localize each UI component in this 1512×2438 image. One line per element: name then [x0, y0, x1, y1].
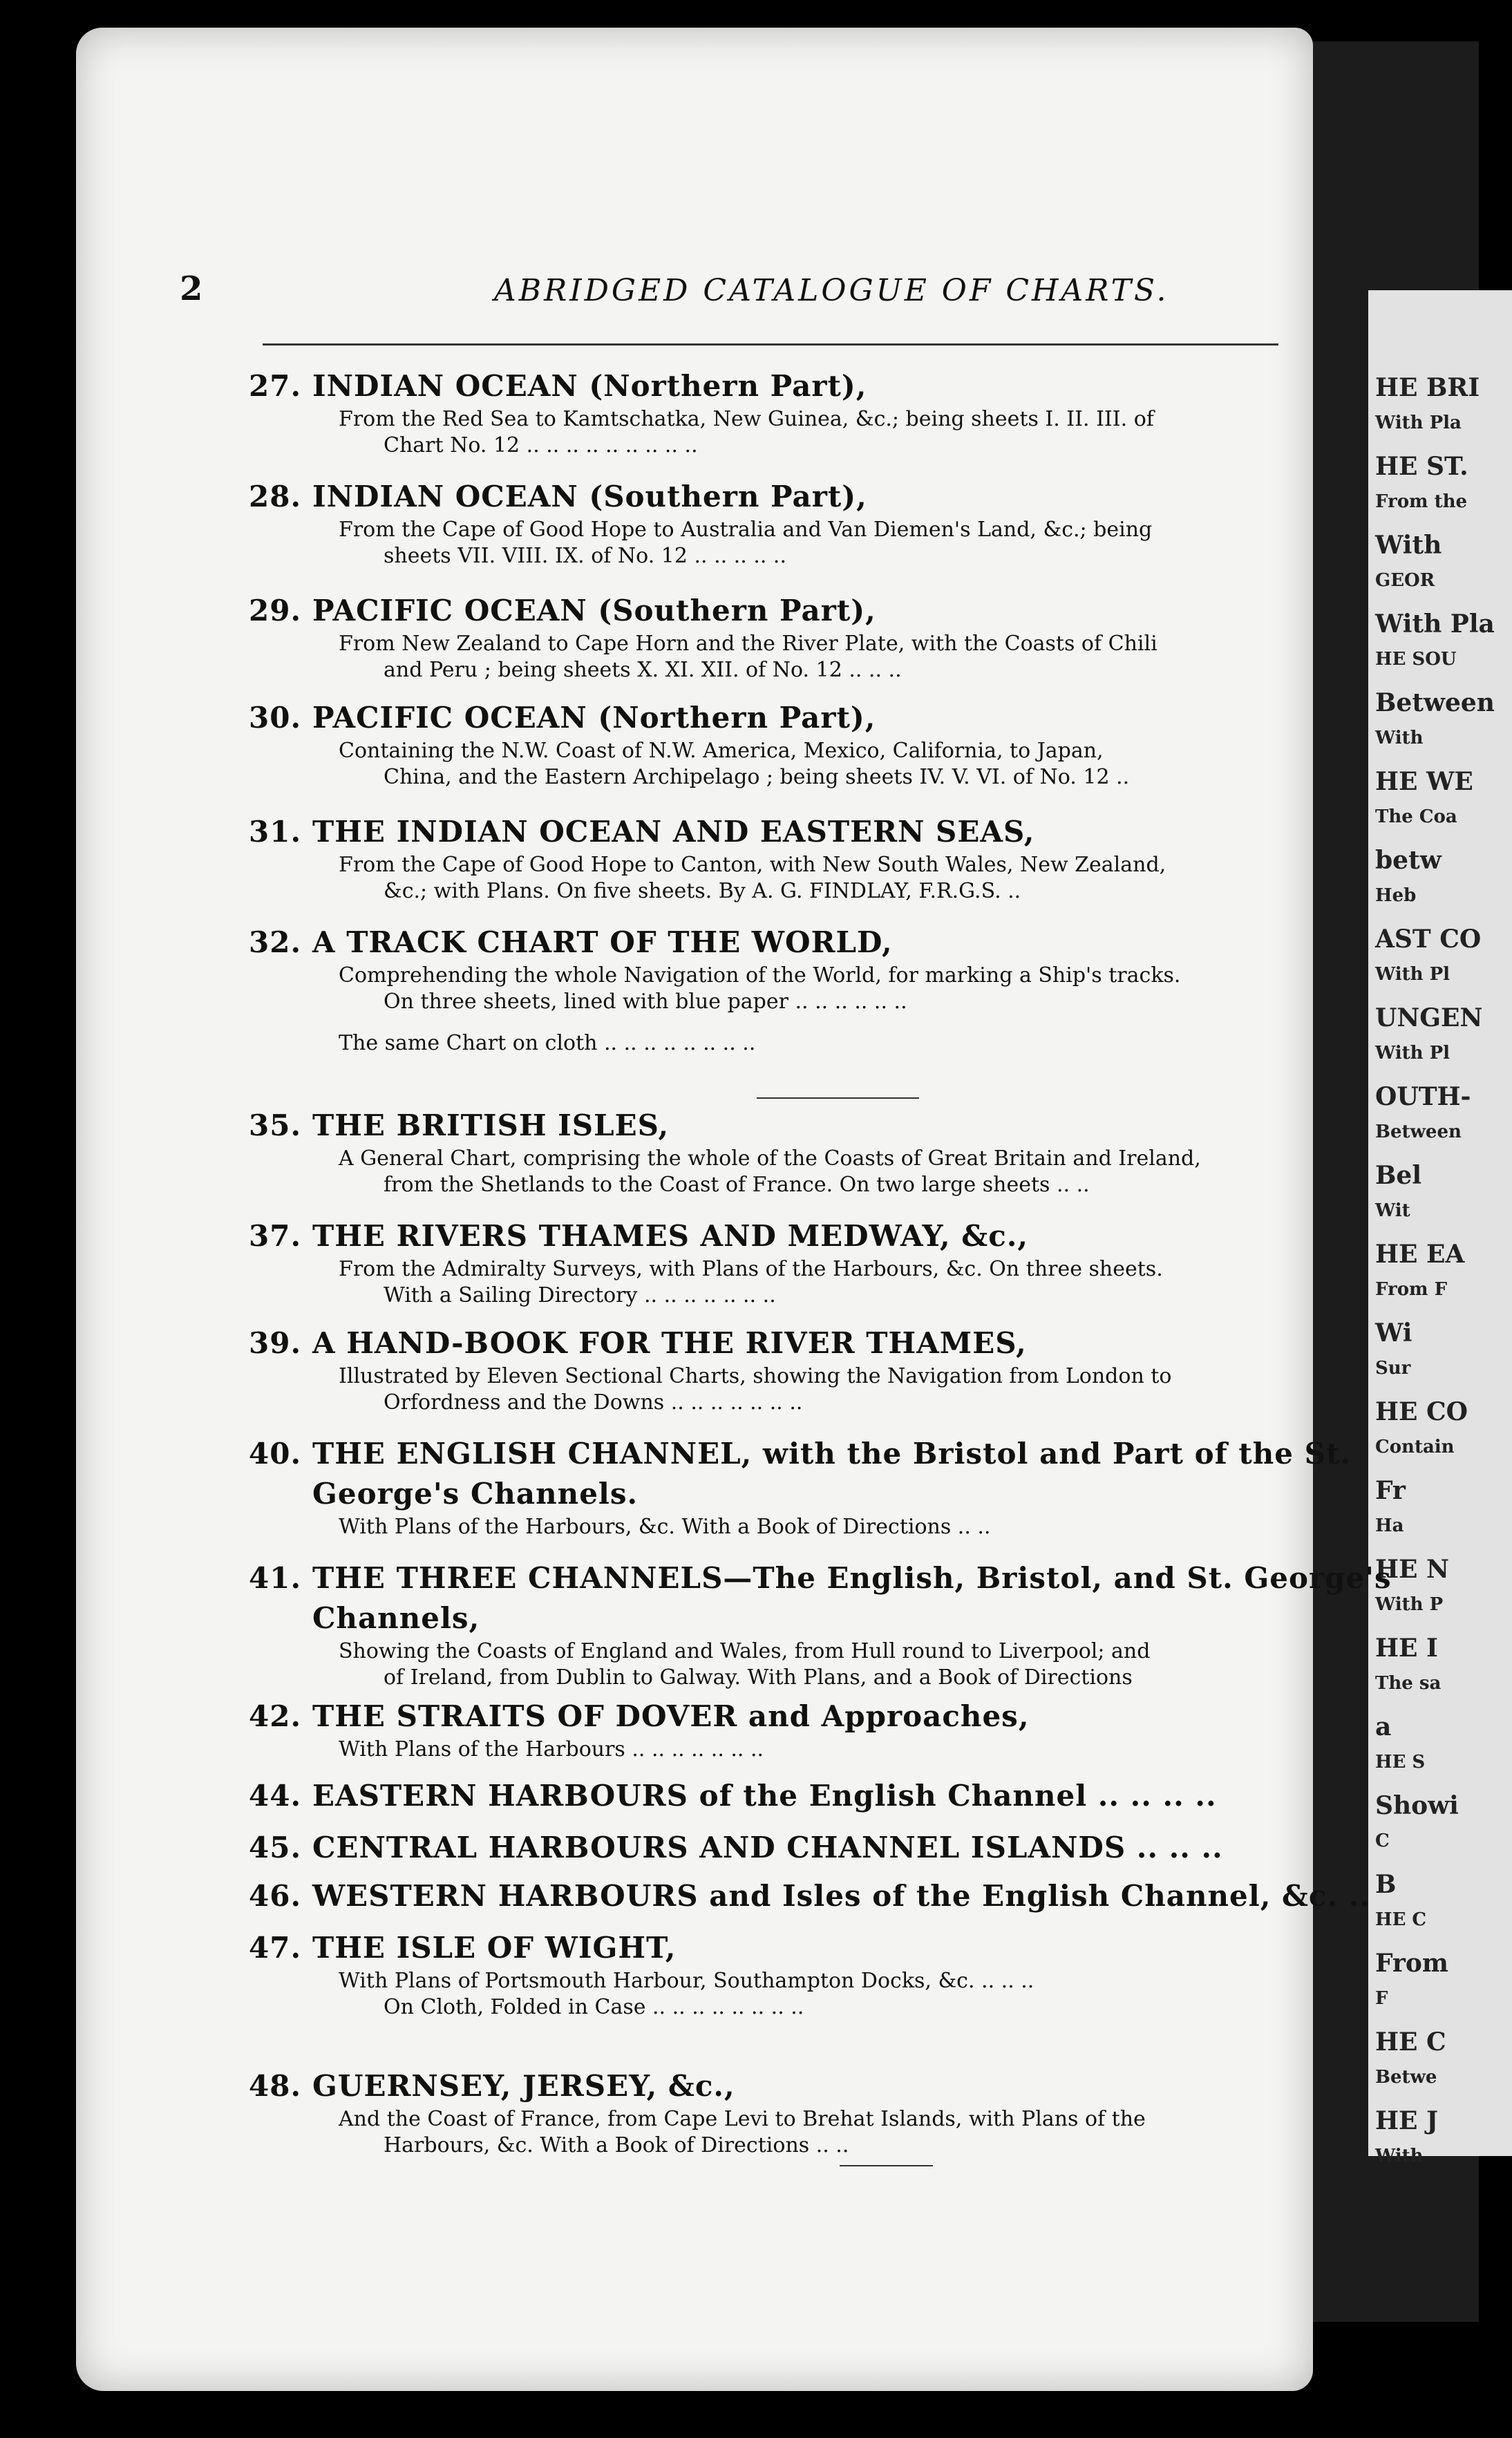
entry-title — [249, 1828, 1272, 1868]
section-separator — [840, 2165, 933, 2166]
entry-title-text: A HAND-BOOK FOR THE RIVER THAMES, — [312, 1326, 1027, 1360]
catalogue-entry — [249, 1776, 1272, 1816]
entry-number: 44. — [249, 1779, 302, 1813]
entry-number: 47. — [249, 1931, 302, 1965]
facing-page-text: GEOR — [1375, 570, 1435, 591]
catalogue-entry — [249, 1558, 1392, 1691]
entry-description-line: From the Cape of Good Hope to Australia and Van Diemen's Land, &c.; being — [339, 518, 1153, 542]
page-number: 2 — [180, 270, 203, 308]
entry-title — [249, 591, 1272, 631]
entry-description-line: With Plans of the Harbours, &c. With a Book of Directions .. .. — [339, 1515, 991, 1539]
entry-description-line: Orfordness and the Downs .. .. .. .. .. .. .. — [384, 1390, 803, 1415]
entry-description-line: &c.; with Plans. On five sheets. By A. G. FINDLAY, F.R.G.S. .. — [384, 879, 1021, 903]
entry-title — [249, 1216, 1272, 1256]
facing-page-text: From — [1375, 1949, 1448, 1978]
entry-title — [249, 366, 1272, 406]
entry-title-text: THE STRAITS OF DOVER and Approaches, — [312, 1699, 1030, 1733]
facing-page-text: Betwe — [1375, 2067, 1437, 2088]
facing-page-text: betw — [1375, 846, 1442, 875]
facing-page-text: Wi — [1375, 1319, 1412, 1348]
catalogue-entry — [249, 1697, 1272, 1763]
entry-title-text: THE ISLE OF WIGHT, — [312, 1931, 677, 1965]
entry-title — [249, 1876, 1370, 1916]
entry-number: 48. — [249, 2069, 302, 2103]
entry-title — [249, 812, 1272, 852]
facing-page-text: Heb — [1375, 885, 1417, 906]
entry-title — [249, 1558, 1392, 1598]
facing-page-text: With Pla — [1375, 413, 1462, 433]
entry-title-text: WESTERN HARBOURS and Isles of the English Channel, &c. .. — [312, 1879, 1370, 1913]
entry-title-text: THE BRITISH ISLES, — [312, 1108, 670, 1142]
facing-page-text: With Pl — [1375, 1043, 1450, 1064]
entry-description-line: Harbours, &c. With a Book of Directions .. .. — [384, 2133, 849, 2157]
entry-number: 30. — [249, 701, 302, 735]
facing-page-text: From the — [1375, 491, 1468, 512]
facing-page-text: HE SOU — [1375, 649, 1457, 670]
entry-title-text: A TRACK CHART OF THE WORLD, — [312, 925, 893, 959]
facing-page-text: C — [1375, 1831, 1390, 1851]
entry-title-continued: Channels, — [312, 1601, 480, 1635]
facing-page-text: OUTH- — [1375, 1082, 1471, 1111]
catalogue-entry — [249, 1928, 1272, 2021]
catalogue-entry — [249, 2066, 1272, 2159]
facing-page-text: HE S — [1375, 1752, 1426, 1773]
entry-title-text: PACIFIC OCEAN (Northern Part), — [312, 701, 876, 735]
facing-page-text: HE C — [1375, 2028, 1446, 2057]
entry-title-text: CENTRAL HARBOURS AND CHANNEL ISLANDS .. .. .. — [312, 1831, 1223, 1864]
catalogue-entry — [249, 366, 1272, 459]
entry-number: 28. — [249, 480, 302, 513]
entry-title — [249, 1697, 1272, 1737]
facing-page-text: Fr — [1375, 1476, 1406, 1505]
catalogue-entry — [249, 1106, 1272, 1198]
entry-title — [249, 1928, 1272, 1968]
facing-page-text: Bel — [1375, 1161, 1422, 1190]
entry-number: 41. — [249, 1561, 302, 1595]
entry-description-line: With Plans of the Harbours .. .. .. .. .. .. .. — [339, 1737, 764, 1761]
entry-description-line: Containing the N.W. Coast of N.W. America, Mexico, California, to Japan, — [339, 739, 1104, 763]
entry-title-text: THE RIVERS THAMES AND MEDWAY, &c., — [312, 1219, 1029, 1253]
catalogue-entry — [249, 591, 1272, 683]
facing-page-text: HE C — [1375, 1909, 1427, 1930]
catalogue-entry — [249, 1323, 1272, 1416]
catalogue-entry — [249, 923, 1272, 1057]
header-rule — [263, 343, 1278, 346]
entry-description-line: A General Chart, comprising the whole of the Coasts of Great Britain and Ireland, — [339, 1146, 1201, 1171]
facing-page-text: From F — [1375, 1279, 1448, 1300]
entry-description-line: From New Zealand to Cape Horn and the River Plate, with the Coasts of Chili — [339, 632, 1157, 656]
facing-page-text: With Pla — [1375, 610, 1495, 639]
entry-title-text: THE INDIAN OCEAN AND EASTERN SEAS, — [312, 815, 1035, 849]
facing-page-text: HE ST. — [1375, 452, 1468, 481]
entry-title — [249, 1434, 1351, 1474]
entry-number: 40. — [249, 1437, 302, 1471]
entry-description-line: from the Shetlands to the Coast of France. On two large sheets .. .. — [384, 1173, 1090, 1197]
entry-title — [249, 923, 1272, 963]
entry-description-line: From the Red Sea to Kamtschatka, New Guinea, &c.; being sheets I. II. III. of — [339, 407, 1154, 431]
running-header: ABRIDGED CATALOGUE OF CHARTS. — [494, 273, 1169, 308]
catalogue-entry — [249, 1828, 1272, 1868]
facing-page-text: B — [1375, 1870, 1397, 1899]
entry-description-line: Showing the Coasts of England and Wales, from Hull round to Liverpool; and — [339, 1639, 1151, 1663]
facing-page-text: With — [1375, 728, 1424, 748]
facing-page-text: HE CO — [1375, 1397, 1468, 1426]
entry-description-line: From the Admiralty Surveys, with Plans of the Harbours, &c. On three sheets. — [339, 1257, 1163, 1281]
entry-description-line: On three sheets, lined with blue paper .. .. .. .. .. .. — [384, 990, 907, 1014]
entry-title-text: INDIAN OCEAN (Northern Part), — [312, 369, 867, 403]
facing-page-text: Contain — [1375, 1437, 1455, 1457]
entry-title-text: EASTERN HARBOURS of the English Channel .. .. .. .. — [312, 1779, 1217, 1813]
facing-page-text: HE BRI — [1375, 373, 1480, 402]
entry-number: 32. — [249, 925, 302, 959]
facing-page-text: Wit — [1375, 1200, 1410, 1221]
facing-page-text: Between — [1375, 1122, 1462, 1142]
facing-page-text: F — [1375, 1988, 1388, 2009]
facing-page-text: With — [1375, 531, 1442, 560]
entry-title — [249, 1106, 1272, 1146]
facing-page-text: HE WE — [1375, 767, 1473, 796]
entry-description-line: The same Chart on cloth .. .. .. .. .. .. .. .. — [339, 1031, 756, 1055]
entry-number: 31. — [249, 815, 302, 849]
facing-page-text: With P — [1375, 1594, 1444, 1615]
facing-page-text: Sur — [1375, 1358, 1411, 1379]
entry-title — [249, 1323, 1272, 1363]
entry-description-line: Comprehending the whole Navigation of the World, for marking a Ship's tracks. — [339, 963, 1181, 988]
entry-description-line: From the Cape of Good Hope to Canton, with New South Wales, New Zealand, — [339, 853, 1166, 877]
entry-description-line: of Ireland, from Dublin to Galway. With Plans, and a Book of Directions — [384, 1665, 1133, 1690]
entry-title — [249, 698, 1272, 738]
entry-description-line: With a Sailing Directory .. .. .. .. .. .. .. — [384, 1283, 776, 1307]
entry-description-line: China, and the Eastern Archipelago ; being sheets IV. V. VI. of No. 12 .. — [384, 765, 1130, 789]
entry-number: 42. — [249, 1699, 302, 1733]
entry-description-line: and Peru ; being sheets X. XI. XII. of No. 12 .. .. .. — [384, 658, 902, 682]
entry-number: 45. — [249, 1831, 302, 1864]
facing-page-text: The sa — [1375, 1673, 1442, 1694]
entry-number: 35. — [249, 1108, 302, 1142]
facing-page-text: HE N — [1375, 1555, 1449, 1584]
entry-title — [249, 2066, 1272, 2106]
facing-page-text: AST CO — [1375, 925, 1482, 954]
entry-number: 27. — [249, 369, 302, 403]
facing-page-text: With Pl — [1375, 964, 1450, 985]
entry-number: 46. — [249, 1879, 302, 1913]
catalogue-entry — [249, 1876, 1370, 1916]
entry-title-text: THE THREE CHANNELS—The English, Bristol, and St. George's — [312, 1561, 1392, 1595]
entry-description-line: Chart No. 12 .. .. .. .. .. .. .. .. .. — [384, 433, 698, 457]
facing-page-text: a — [1375, 1712, 1392, 1741]
facing-page-text: The Coa — [1375, 806, 1457, 827]
facing-page-text: HE EA — [1375, 1240, 1465, 1269]
entry-number: 37. — [249, 1219, 302, 1253]
entry-title-text: THE ENGLISH CHANNEL, with the Bristol and Part of the St. — [312, 1437, 1351, 1471]
entry-description-line: With Plans of Portsmouth Harbour, Southampton Docks, &c. .. .. .. — [339, 1969, 1034, 1993]
facing-page-fragment — [1368, 290, 1512, 2166]
entry-title — [249, 477, 1272, 517]
catalogue-entry — [249, 1216, 1272, 1309]
facing-page-text: Between — [1375, 688, 1495, 717]
facing-page-text: HE J — [1375, 2106, 1439, 2135]
entry-title-text: GUERNSEY, JERSEY, &c., — [312, 2069, 735, 2103]
entry-title-text: INDIAN OCEAN (Southern Part), — [312, 480, 867, 513]
entry-title-text: PACIFIC OCEAN (Southern Part), — [312, 594, 876, 627]
entry-description-line: sheets VII. VIII. IX. of No. 12 .. .. .. .. .. — [384, 544, 786, 568]
facing-page-text: Ha — [1375, 1515, 1404, 1536]
catalogue-entry — [249, 812, 1272, 905]
entry-description-line: And the Coast of France, from Cape Levi to Brehat Islands, with Plans of the — [339, 2107, 1146, 2131]
entry-description-line: Illustrated by Eleven Sectional Charts, showing the Navigation from London to — [339, 1364, 1172, 1388]
facing-page-text: Showi — [1375, 1791, 1459, 1820]
catalogue-entry — [249, 1434, 1351, 1540]
entry-description-line: On Cloth, Folded in Case .. .. .. .. .. .. .. .. — [384, 1995, 804, 2019]
entry-title — [249, 1776, 1272, 1816]
entry-title-continued: George's Channels. — [312, 1477, 639, 1511]
facing-page-text: HE I — [1375, 1634, 1438, 1663]
section-separator — [757, 1097, 919, 1099]
catalogue-entry — [249, 477, 1272, 569]
facing-page-text: With — [1375, 2146, 1424, 2166]
facing-page-text: UNGEN — [1375, 1003, 1483, 1032]
catalogue-entry — [249, 698, 1272, 791]
entry-number: 39. — [249, 1326, 302, 1360]
entry-number: 29. — [249, 594, 302, 627]
